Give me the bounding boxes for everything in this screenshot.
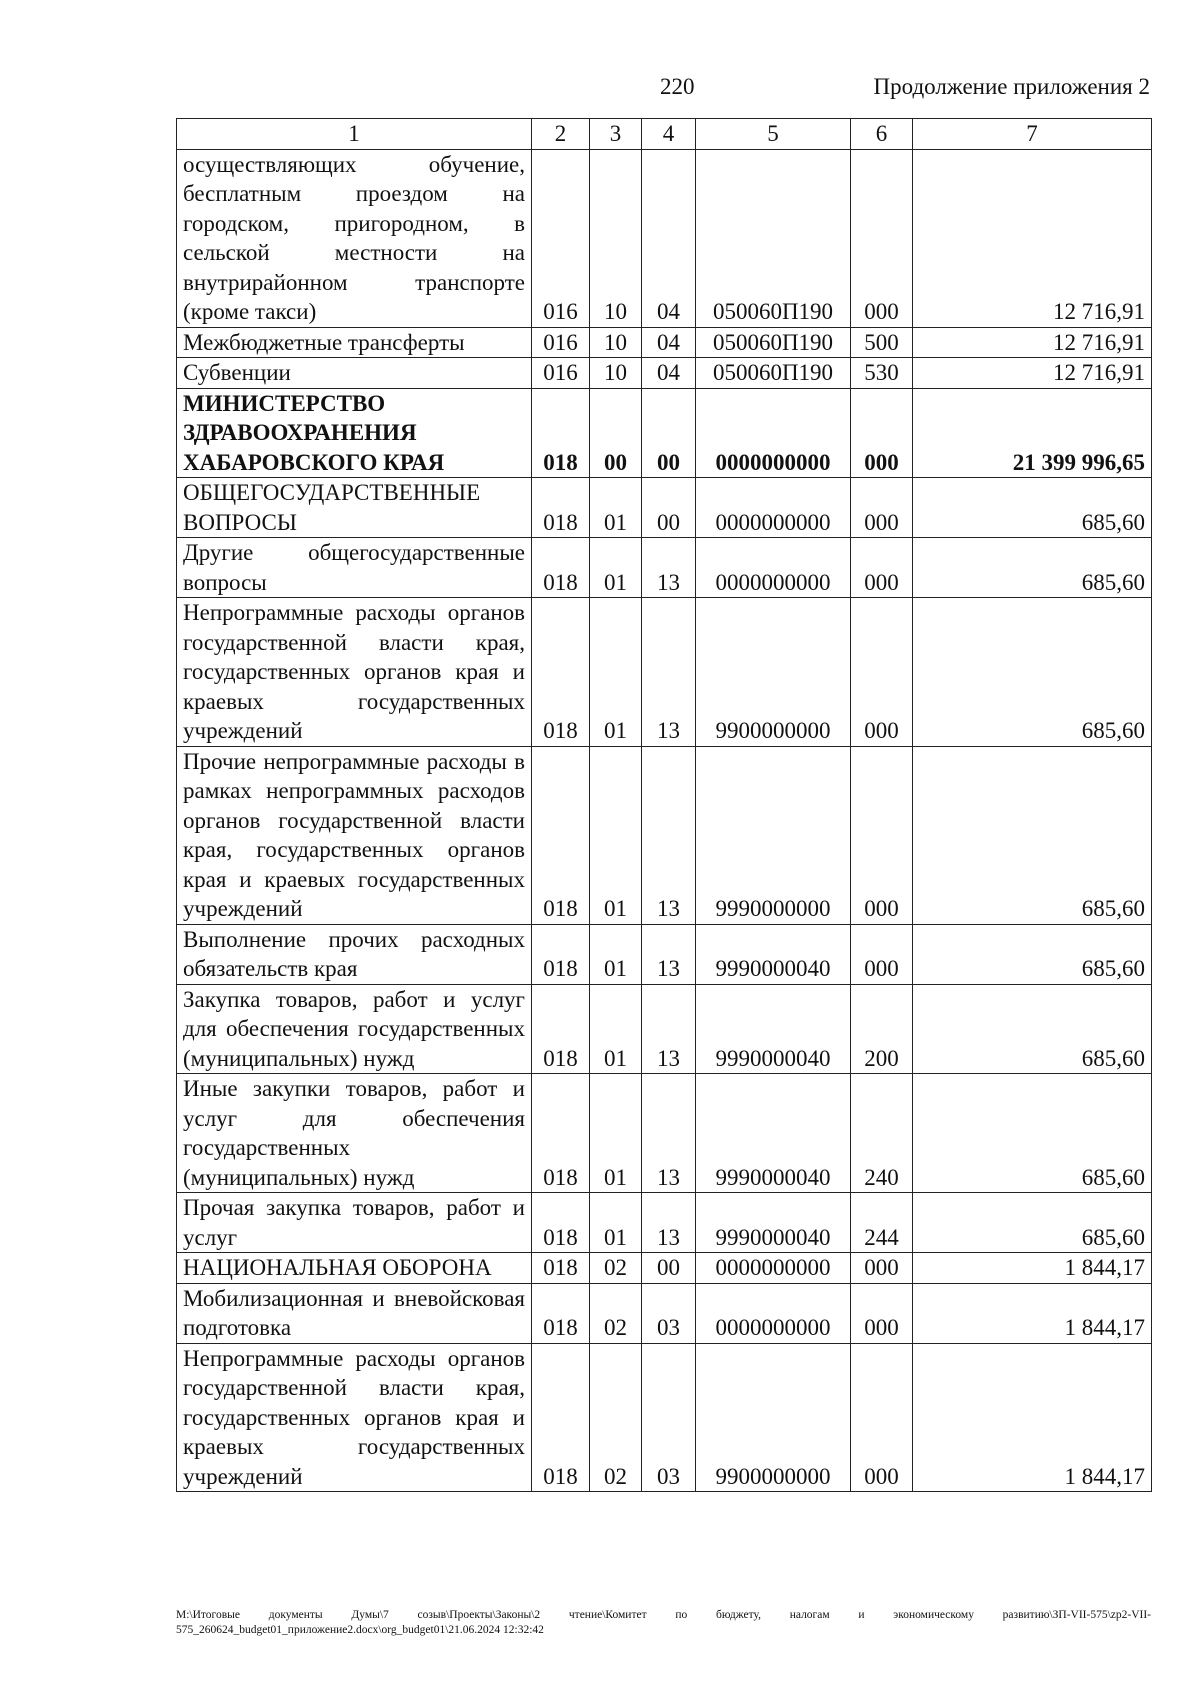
target-article-cell: 0000000000 <box>696 388 851 478</box>
amount-cell: 685,60 <box>913 1193 1152 1253</box>
admin-code-cell: 018 <box>532 388 590 478</box>
admin-code-cell: 018 <box>532 746 590 924</box>
expense-type-cell: 000 <box>851 1253 913 1284</box>
row-name-cell: Выполнение прочих расходных обязательств края <box>177 924 532 984</box>
row-name-cell: осуществляющих обучение, бесплатным проездом на городском, пригородном, в сельской местности на внутрирайонном транспорте (кроме такси) <box>177 149 532 327</box>
table-row <box>177 924 1152 984</box>
admin-code-cell: 018 <box>532 1193 590 1253</box>
target-article-cell: 050060П190 <box>696 358 851 389</box>
table-row <box>177 388 1152 478</box>
section-cell: 00 <box>590 388 642 478</box>
target-article-cell: 9900000000 <box>696 598 851 747</box>
row-name-cell: Субвенции <box>177 358 532 389</box>
amount-cell: 685,60 <box>913 1074 1152 1193</box>
admin-code-cell: 018 <box>532 984 590 1074</box>
admin-code-cell: 018 <box>532 598 590 747</box>
section-cell: 10 <box>590 149 642 327</box>
admin-code-cell: 018 <box>532 538 590 598</box>
section-cell: 02 <box>590 1343 642 1492</box>
target-article-cell: 0000000000 <box>696 538 851 598</box>
row-name-cell: Мобилизационная и вневойсковая подготовка <box>177 1283 532 1343</box>
expense-type-cell: 000 <box>851 538 913 598</box>
table-body <box>177 149 1152 1492</box>
amount-cell: 1 844,17 <box>913 1253 1152 1284</box>
target-article-cell: 0000000000 <box>696 478 851 538</box>
section-cell: 01 <box>590 598 642 747</box>
section-cell: 02 <box>590 1283 642 1343</box>
row-name-cell: Иные закупки товаров, работ и услуг для обеспечения государственных (муниципальных) нужд <box>177 1074 532 1193</box>
subsection-cell: 13 <box>642 1074 696 1193</box>
row-name-cell: Закупка товаров, работ и услуг для обеспечения государственных (муниципальных) нужд <box>177 984 532 1074</box>
table-row <box>177 1283 1152 1343</box>
section-cell: 01 <box>590 538 642 598</box>
target-article-cell: 9990000040 <box>696 924 851 984</box>
expense-type-cell: 000 <box>851 149 913 327</box>
table-row <box>177 1193 1152 1253</box>
table-row <box>177 538 1152 598</box>
row-name-cell: Непрограммные расходы органов государственной власти края, государственных органов края и краевых государственных учреждений <box>177 598 532 747</box>
target-article-cell: 9990000040 <box>696 1193 851 1253</box>
column-header: 5 <box>696 119 851 150</box>
amount-cell: 685,60 <box>913 538 1152 598</box>
admin-code-cell: 018 <box>532 1343 590 1492</box>
budget-table <box>176 118 1152 1492</box>
row-name-cell: Непрограммные расходы органов государственной власти края, государственных органов края и краевых государственных учреждений <box>177 1343 532 1492</box>
amount-cell: 12 716,91 <box>913 327 1152 358</box>
table-row <box>177 149 1152 327</box>
expense-type-cell: 000 <box>851 388 913 478</box>
expense-type-cell: 000 <box>851 1343 913 1492</box>
section-cell: 01 <box>590 1193 642 1253</box>
section-cell: 01 <box>590 924 642 984</box>
subsection-cell: 13 <box>642 1193 696 1253</box>
subsection-cell: 13 <box>642 924 696 984</box>
subsection-cell: 13 <box>642 538 696 598</box>
amount-cell: 685,60 <box>913 746 1152 924</box>
expense-type-cell: 000 <box>851 598 913 747</box>
table-row <box>177 358 1152 389</box>
amount-cell: 685,60 <box>913 984 1152 1074</box>
subsection-cell: 03 <box>642 1343 696 1492</box>
table-row <box>177 1343 1152 1492</box>
row-name-cell: НАЦИОНАЛЬНАЯ ОБОРОНА <box>177 1253 532 1284</box>
expense-type-cell: 000 <box>851 478 913 538</box>
admin-code-cell: 018 <box>532 1074 590 1193</box>
row-name-cell: Прочая закупка товаров, работ и услуг <box>177 1193 532 1253</box>
table-row <box>177 478 1152 538</box>
column-header: 6 <box>851 119 913 150</box>
amount-cell: 685,60 <box>913 478 1152 538</box>
amount-cell: 1 844,17 <box>913 1283 1152 1343</box>
subsection-cell: 00 <box>642 478 696 538</box>
continuation-label: Продолжение приложения 2 <box>873 74 1150 99</box>
target-article-cell: 9990000040 <box>696 984 851 1074</box>
expense-type-cell: 000 <box>851 924 913 984</box>
expense-type-cell: 240 <box>851 1074 913 1193</box>
table-row <box>177 1074 1152 1193</box>
target-article-cell: 050060П190 <box>696 327 851 358</box>
column-header: 4 <box>642 119 696 150</box>
subsection-cell: 04 <box>642 149 696 327</box>
amount-cell: 12 716,91 <box>913 358 1152 389</box>
amount-cell: 685,60 <box>913 924 1152 984</box>
column-header: 2 <box>532 119 590 150</box>
section-cell: 01 <box>590 478 642 538</box>
table-row <box>177 598 1152 747</box>
subsection-cell: 04 <box>642 327 696 358</box>
target-article-cell: 0000000000 <box>696 1253 851 1284</box>
target-article-cell: 9990000000 <box>696 746 851 924</box>
section-cell: 10 <box>590 358 642 389</box>
expense-type-cell: 500 <box>851 327 913 358</box>
expense-type-cell: 530 <box>851 358 913 389</box>
subsection-cell: 00 <box>642 388 696 478</box>
target-article-cell: 9990000040 <box>696 1074 851 1193</box>
subsection-cell: 00 <box>642 1253 696 1284</box>
amount-cell: 685,60 <box>913 598 1152 747</box>
amount-cell: 1 844,17 <box>913 1343 1152 1492</box>
row-name-cell: ОБЩЕГОСУДАРСТВЕННЫЕ ВОПРОСЫ <box>177 478 532 538</box>
file-path-footer: М:\Итоговые документы Думы\7 созыв\Проекты\Законы\2 чтение\Комитет по бюджету, налогам и экономическому развитию\ЗП-VII-575\zp2-VII-575_260624_budget01_приложение2.docx\org_budget01\21.06.2024 12:32:42 <box>176 1609 1151 1636</box>
subsection-cell: 13 <box>642 984 696 1074</box>
subsection-cell: 13 <box>642 746 696 924</box>
section-cell: 10 <box>590 327 642 358</box>
admin-code-cell: 016 <box>532 327 590 358</box>
section-cell: 01 <box>590 984 642 1074</box>
column-header: 1 <box>177 119 532 150</box>
admin-code-cell: 018 <box>532 1283 590 1343</box>
expense-type-cell: 244 <box>851 1193 913 1253</box>
admin-code-cell: 016 <box>532 358 590 389</box>
subsection-cell: 04 <box>642 358 696 389</box>
row-name-cell: Прочие непрограммные расходы в рамках непрограммных расходов органов государственной власти края, государственных органов края и краевых государственных учреждений <box>177 746 532 924</box>
section-cell: 01 <box>590 746 642 924</box>
admin-code-cell: 018 <box>532 1253 590 1284</box>
row-name-cell: МИНИСТЕРСТВО ЗДРАВООХРАНЕНИЯ ХАБАРОВСКОГО КРАЯ <box>177 388 532 478</box>
subsection-cell: 13 <box>642 598 696 747</box>
target-article-cell: 0000000000 <box>696 1283 851 1343</box>
table-row <box>177 327 1152 358</box>
amount-cell: 12 716,91 <box>913 149 1152 327</box>
section-cell: 02 <box>590 1253 642 1284</box>
admin-code-cell: 018 <box>532 478 590 538</box>
target-article-cell: 050060П190 <box>696 149 851 327</box>
admin-code-cell: 016 <box>532 149 590 327</box>
row-name-cell: Межбюджетные трансферты <box>177 327 532 358</box>
column-header: 3 <box>590 119 642 150</box>
target-article-cell: 9900000000 <box>696 1343 851 1492</box>
page-number: 220 <box>660 74 695 99</box>
expense-type-cell: 000 <box>851 1283 913 1343</box>
admin-code-cell: 018 <box>532 924 590 984</box>
subsection-cell: 03 <box>642 1283 696 1343</box>
section-cell: 01 <box>590 1074 642 1193</box>
table-row <box>177 746 1152 924</box>
expense-type-cell: 200 <box>851 984 913 1074</box>
column-header-row <box>177 119 1152 150</box>
amount-cell: 21 399 996,65 <box>913 388 1152 478</box>
expense-type-cell: 000 <box>851 746 913 924</box>
table-row <box>177 1253 1152 1284</box>
column-header: 7 <box>913 119 1152 150</box>
row-name-cell: Другие общегосударственные вопросы <box>177 538 532 598</box>
table-row <box>177 984 1152 1074</box>
